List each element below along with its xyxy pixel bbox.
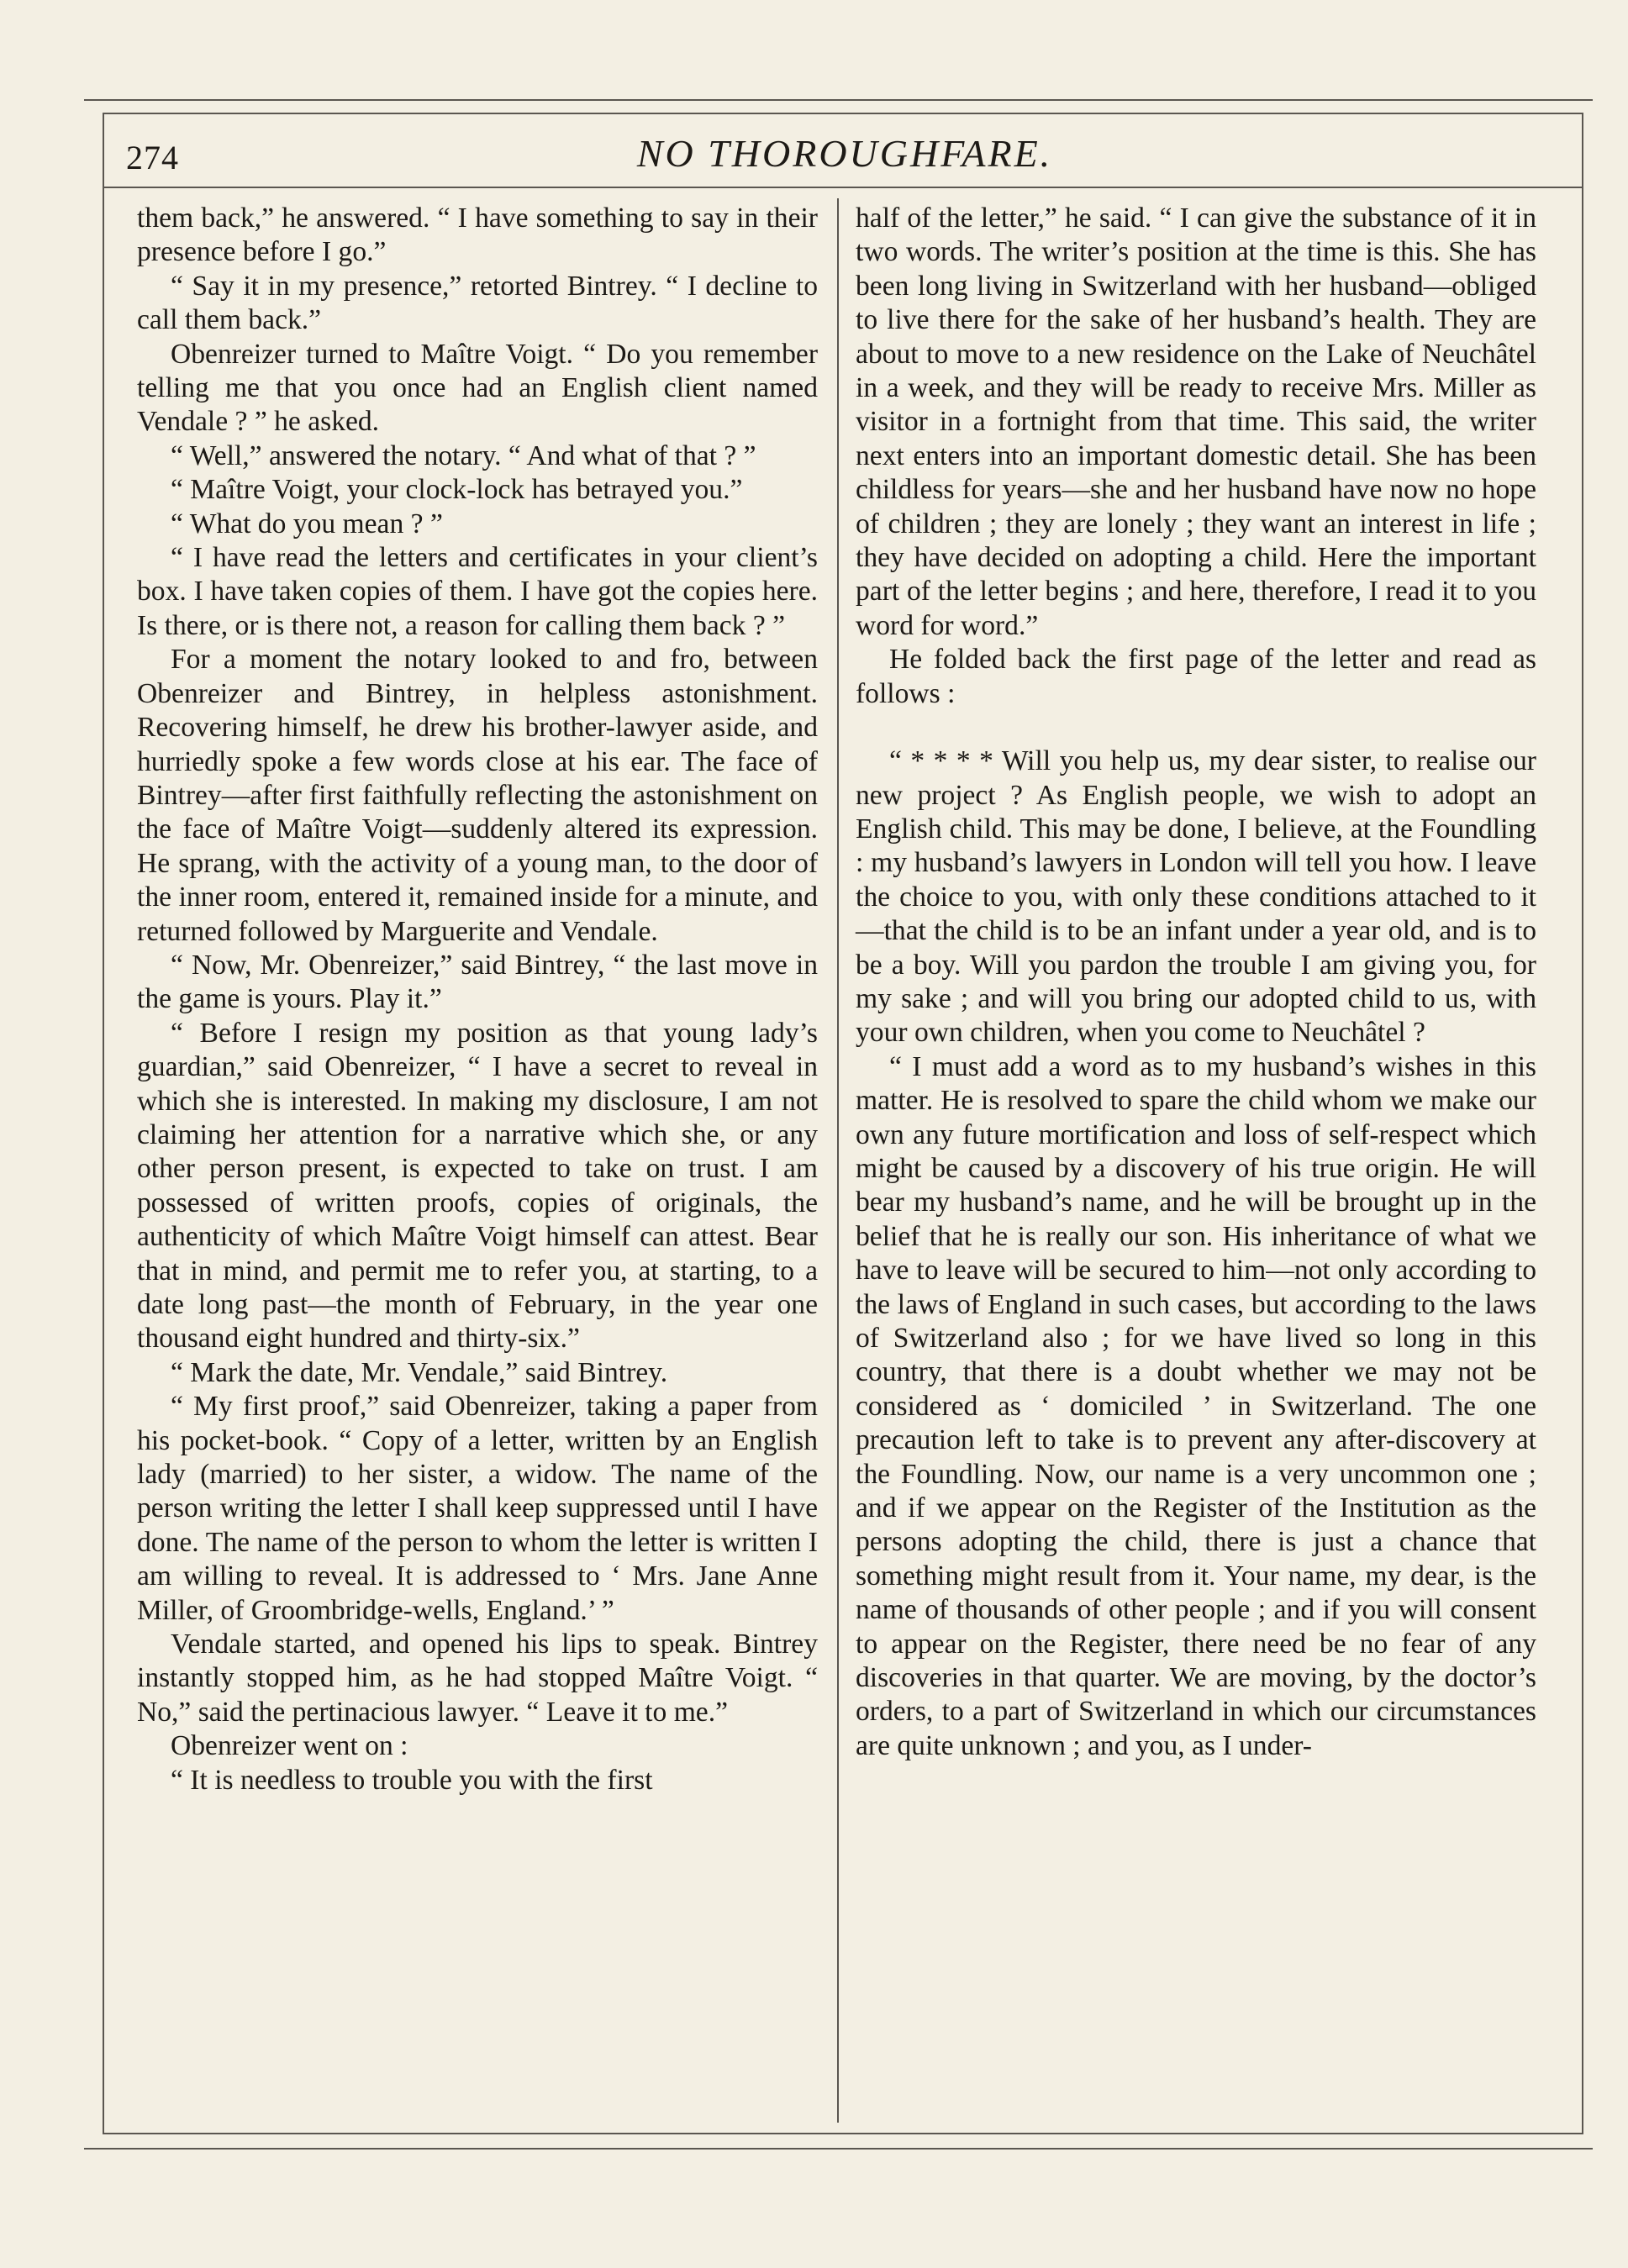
bottom-rule-inner bbox=[103, 2133, 1583, 2134]
paragraph: Obenreizer went on : bbox=[171, 1730, 408, 1762]
paragraph: Obenreizer turned to Maître Voigt. “ Do you remember telling me that you once had an English client named Vendale ? ” he asked. bbox=[137, 338, 818, 438]
top-rule-inner bbox=[103, 113, 1583, 114]
paragraph: Vendale started, and opened his lips to speak. Bintrey instantly stopped him, as he had stopped Maître Voigt. “ No,” said the pertinacious lawyer. “ Leave it to me.” bbox=[137, 1629, 818, 1728]
paragraph: He folded back the first page of the letter and read as follows : bbox=[856, 644, 1536, 709]
right-column bbox=[856, 202, 1536, 1763]
quoted-letter-paragraph: “ * * * * Will you help us, my dear sister, to realise our new project ? As English people, we wish to adopt an English child. This may be done, I believe, at the Foundling : my husband’s lawyers in London will tell you how. I leave the choice to you, with only these conditions attached to it—that the child is to be an infant under a year old, and is to be a boy. Will you pardon the trouble I am giving you, for my sake ; and will you bring our adopted child to us, with your own children, when you come to Neuchâtel ? bbox=[856, 745, 1536, 1049]
paragraph: “ Before I resign my position as that young lady’s guardian,” said Obenreizer, “ I have a secret to reveal in which she is interested. In making my disclosure, I am not claiming her attention for a narrative which she, or any other person present, is expected to take on trust. I am possessed of written proofs, copies of originals, the authenticity of which Maître Voigt himself can attest. Bear that in mind, and permit me to refer you, at starting, to a date long past—the month of February, in the year one thousand eight hundred and thirty-six.” bbox=[137, 1017, 818, 1355]
paragraph: “ I have read the letters and certificates in your client’s box. I have taken copies of them. I have got the copies here. Is there, or is there not, a reason for calling them back ? ” bbox=[137, 542, 818, 641]
paragraph: “ My first proof,” said Obenreizer, taking a paper from his pocket-book. “ Copy of a letter, written by an English lady (married) to her sister, a widow. The name of the person writing the letter I shall keep suppressed until I have done. The name of the person to whom the letter is written I am willing to reveal. It is addressed to ‘ Mrs. Jane Anne Miller, of Groombridge-wells, England.’ ” bbox=[137, 1391, 818, 1626]
paragraph: “ Maître Voigt, your clock-lock has betrayed you.” bbox=[171, 474, 743, 506]
paragraph: “ Well,” answered the notary. “ And what of that ? ” bbox=[171, 439, 756, 471]
page-header bbox=[126, 126, 1563, 185]
paragraph: “ It is needless to trouble you with the first bbox=[171, 1764, 653, 1796]
paragraph: “ Mark the date, Mr. Vendale,” said Bintrey. bbox=[171, 1356, 668, 1388]
paragraph: “ Say it in my presence,” retorted Bintrey. “ I decline to call them back.” bbox=[137, 270, 818, 336]
quoted-letter-paragraph: “ I must add a word as to my husband’s wishes in this matter. He is resolved to spare the child whom we make our own any future mortification and loss of self-respect which might be caused by a discovery of his true origin. He will bear my husband’s name, and he will be brought up in the belief that he is really our son. His inheritance of what we have to leave will be secured to him—not only according to the laws of England in such cases, but according to the laws of Switzerland also ; for we have lived so long in this country, that there is a doubt whether we may not be considered as ‘ domiciled ’ in Switzerland. The one precaution left to take is to prevent any after-discovery at the Foundling. Now, our name is a very uncommon one ; and if we appear on the Register of the Institution as the persons adopting the child, there is just a chance that something might result from it. Your name, my dear, is the name of thousands of other people ; and if you will consent to appear on the Register, there need be no fear of any discoveries in that quarter. We are moving, by the doctor’s orders, to a part of Switzerland in which our circumstances are quite unknown ; and you, as I under- bbox=[856, 1050, 1536, 1761]
paragraph: For a moment the notary looked to and fro, between Obenreizer and Bintrey, in helpless astonishment. Recovering himself, he drew his brother-lawyer aside, and hurriedly spoke a few words close at his ear. The face of Bintrey—after first faithfully reflecting the astonishment on the face of Maître Voigt—suddenly altered its expression. He sprang, with the activity of a young man, to the door of the inner room, entered it, remained inside for a minute, and returned followed by Marguerite and Vendale. bbox=[137, 644, 818, 947]
paragraph: “ Now, Mr. Obenreizer,” said Bintrey, “ the last move in the game is yours. Play it.” bbox=[137, 949, 818, 1015]
top-rule-outer bbox=[84, 99, 1593, 101]
column-divider bbox=[837, 198, 839, 2123]
left-rule bbox=[103, 113, 104, 2134]
paragraph: half of the letter,” he said. “ I can give the substance of it in two words. The writer’s position at the time is this. She has been long living in Switzerland with her husband—obliged to live there for the sake of her husband’s health. They are about to move to a new residence on the Lake of Neuchâtel in a week, and they will be ready to receive Mrs. Miller as visitor in a fortnight from that time. This said, the writer next enters into an important domestic detail. She has been childless for years—she and her husband have now no hope of children ; they are lonely ; they want an interest in life ; they have decided on adopting a child. Here the important part of the letter begins ; and here, therefore, I read it to you word for word.” bbox=[856, 203, 1536, 641]
paragraph: “ What do you mean ? ” bbox=[171, 508, 443, 539]
left-column bbox=[137, 202, 818, 1797]
paragraph: them back,” he answered. “ I have something to say in their presence before I go.” bbox=[137, 203, 818, 268]
bottom-rule-outer bbox=[84, 2148, 1593, 2150]
right-rule bbox=[1582, 113, 1583, 2134]
page-number: 274 bbox=[126, 139, 179, 176]
running-title: NO THOROUGHFARE. bbox=[636, 132, 1053, 175]
header-rule bbox=[103, 187, 1583, 188]
